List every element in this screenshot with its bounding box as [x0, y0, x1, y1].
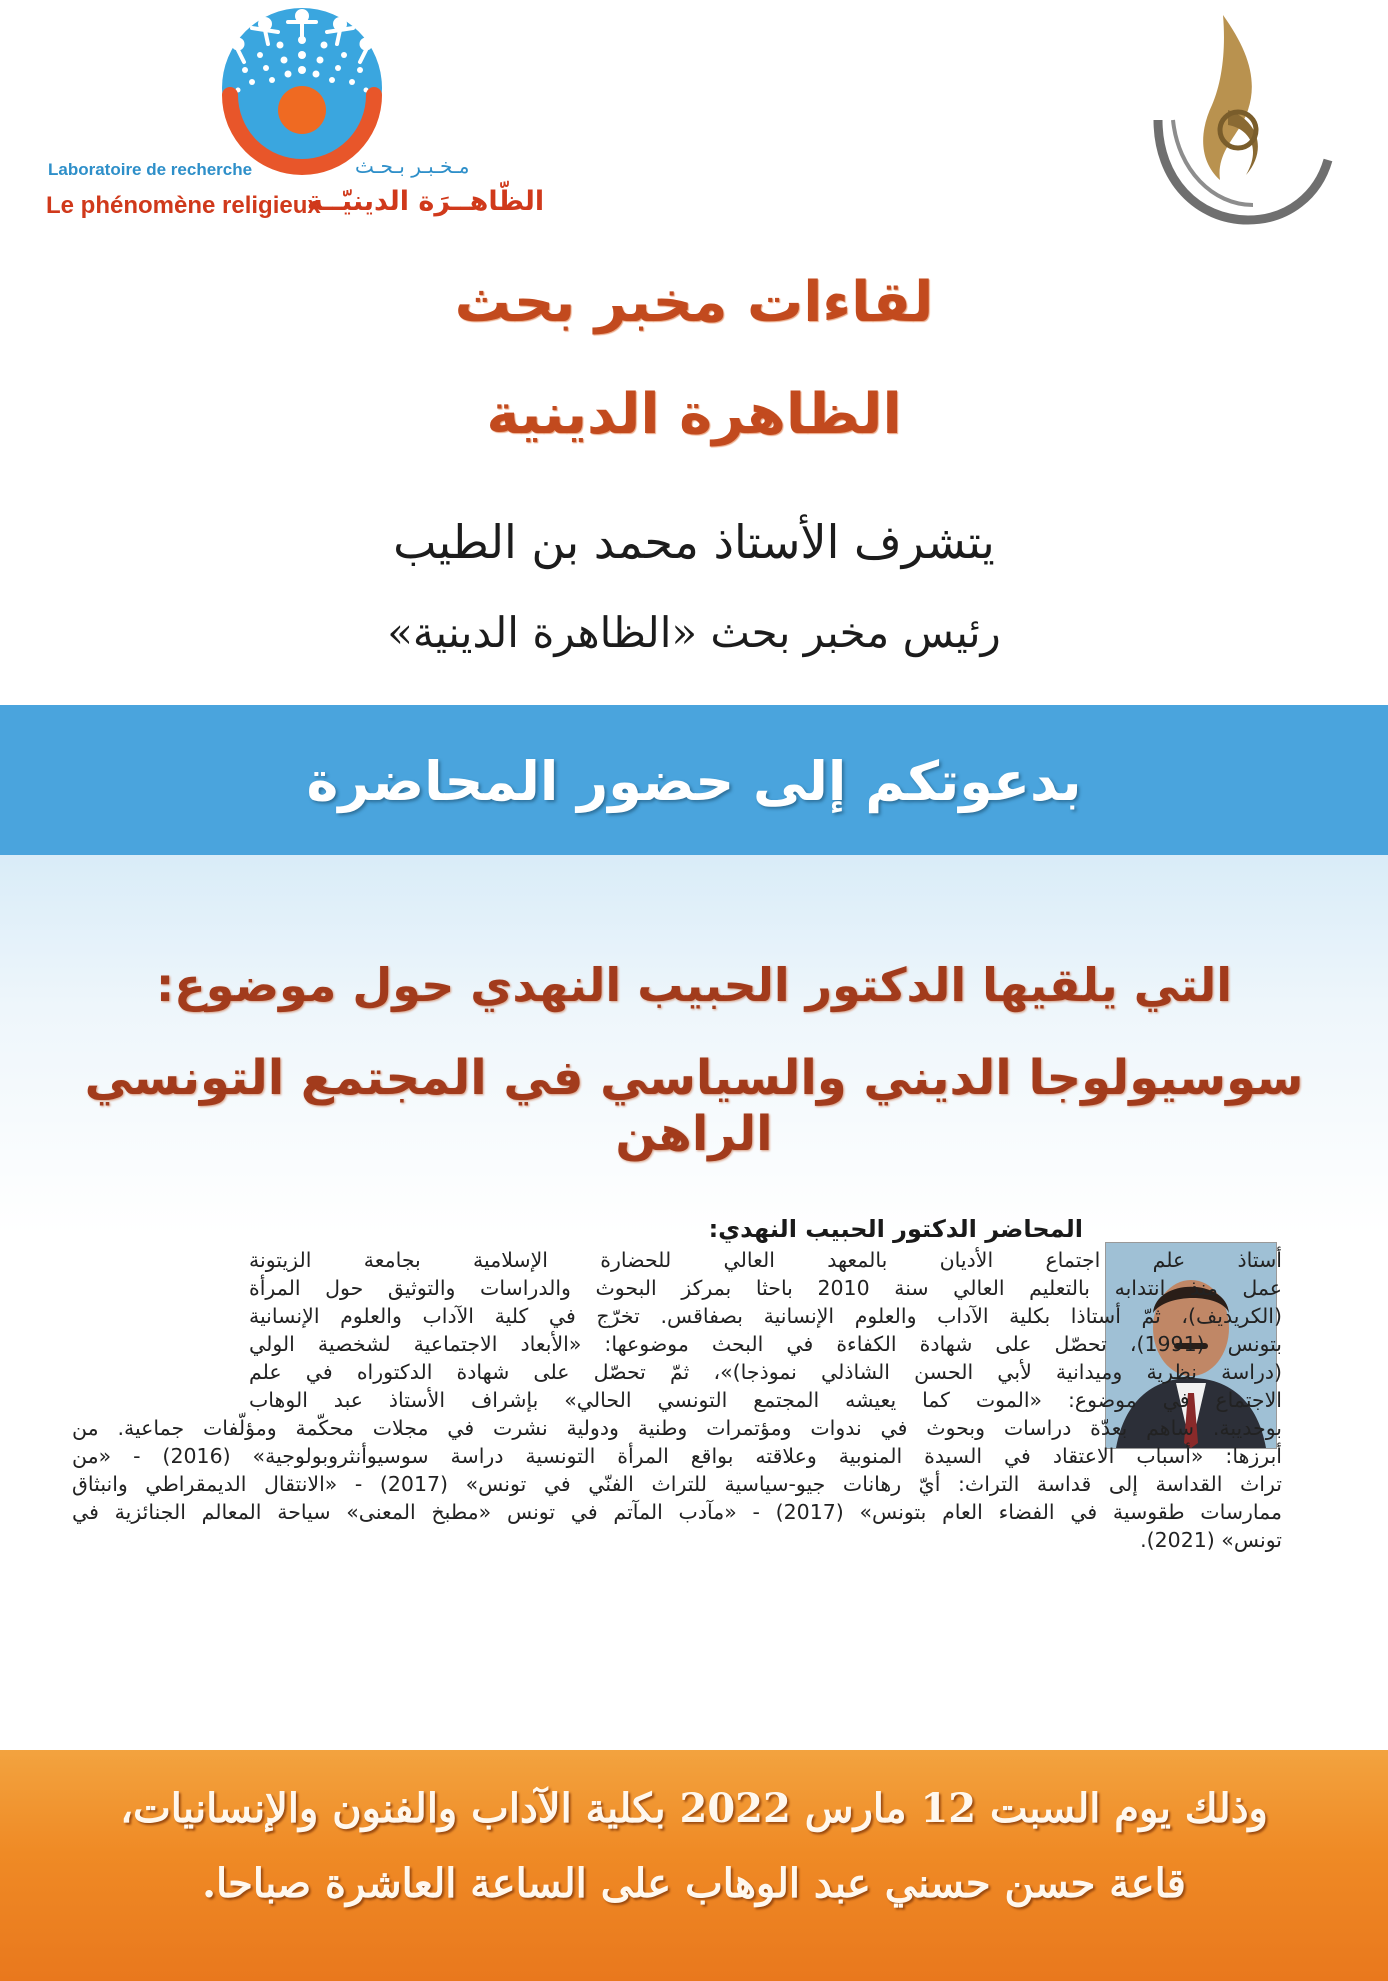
date-line: وذلك يوم السبت 12 مارس 2022 بكلية الآداب والفنون والإنسانيات،: [120, 1785, 1268, 1832]
faculty-logo: [1128, 10, 1338, 240]
bio-line: بتونس (1991)، تحصّل على شهادة الكفاءة في البحث موضوعها: «الأبعاد الاجتماعية لشخصية الولي: [249, 1332, 1283, 1356]
bio-line: تونس» (2021).: [1140, 1528, 1282, 1552]
bio-line: (دراسة نظرية وميدانية لأبي الحسن الشاذلي نموذجا)»، ثمّ تحصّل على شهادة الدكتوراه في علم: [249, 1360, 1282, 1384]
page-title: لقاءات مخبر بحث: [454, 270, 934, 335]
invite-band-fade: [0, 855, 1388, 1235]
page-subtitle: الظاهرة الدينية: [486, 382, 902, 447]
bio-line: تراث القداسة إلى قداسة التراث: أيّ رهانات جيو-سياسية للتراث الفنّي في تونس» (2017) - «الانتقال الديمقراطي وانبثاق: [72, 1472, 1282, 1496]
bio-line: أستاذ علم اجتماع الأديان بالمعهد العالي للحضارة الإسلامية بجامعة الزيتونة: [249, 1248, 1282, 1272]
bio-line: ممارسات طقوسية في الفضاء العام بتونس» (2017) - «مآدب المآتم في تونس «مطبخ المعنى» سياحة المعالم الجنائزية في: [72, 1500, 1282, 1524]
host-role-line: رئيس مخبر بحث «الظاهرة الدينية»: [387, 608, 1001, 657]
faculty-emblem-icon: [1128, 10, 1338, 240]
lecture-topic: سوسيولوجا الديني والسياسي في المجتمع التونسي الراهن: [84, 1050, 1304, 1162]
bio-text: [72, 1246, 1282, 1666]
venue-line: قاعة حسن حسني عبد الوهاب على الساعة العاشرة صباحا.: [202, 1860, 1186, 1907]
bio-line: (الكريديف)، ثمّ أستاذا بكلية الآداب والعلوم الإنسانية بصفاقس. تخرّج في كلية الآداب والعلوم الإنسانية: [249, 1304, 1282, 1328]
lab-name-ar: الظّاهــرَة الدينيّــة: [307, 186, 545, 217]
lab-label-fr: Laboratoire de recherche: [48, 160, 253, 179]
lab-label-ar: مـخـبـر بـحـث: [355, 154, 470, 178]
host-line: يتشرف الأستاذ محمد بن الطيب: [393, 515, 995, 569]
invite-text: بدعوتكم إلى حضور المحاضرة: [306, 750, 1082, 813]
bio-heading: المحاضر الدكتور الحبيب النهدي:: [708, 1215, 1083, 1243]
lecture-intro: التي يلقيها الدكتور الحبيب النهدي حول موضوع:: [155, 958, 1233, 1012]
bio-line: عمل منذ انتدابه بالتعليم العالي سنة 2010 باحثا بمركز البحوث والدراسات والتوثيق حول المرأة: [249, 1276, 1282, 1300]
bio-line: بوحديبة. ساهم بعدّة دراسات وبحوث في ندوات ومؤتمرات وطنية ودولية نشرت في مجلات محكّمة ومؤلّفات جماعية. من: [72, 1416, 1282, 1440]
lab-name-fr: Le phénomène religieux: [46, 192, 321, 219]
bio-line: الاجتماع في موضوع: «الموت كما يعيشه المجتمع التونسي الحالي» بإشراف الأستاذ عبد الوهاب: [249, 1388, 1282, 1412]
bio-line: أبرزها: «أسباب الاعتقاد في السيدة المنوبية وعلاقته بواقع المرأة التونسية دراسة سوسيوأنثروبولوجية» (2016) - «من: [72, 1444, 1282, 1468]
